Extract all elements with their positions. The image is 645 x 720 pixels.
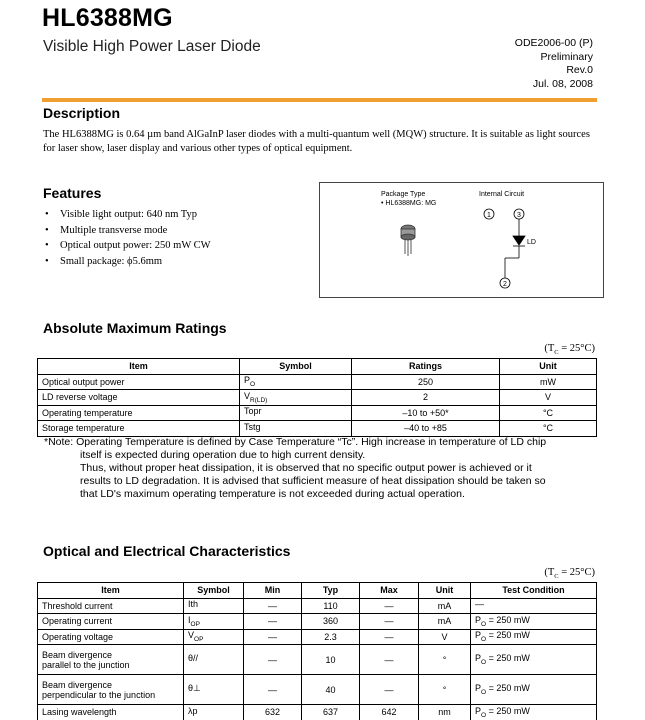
unit-cell: °C (500, 421, 597, 437)
item-cell (38, 645, 184, 675)
test-condition-cell (471, 629, 597, 645)
unit-cell: mA (419, 614, 471, 630)
symbol-subscript: OP (194, 636, 204, 644)
package-diagram (319, 182, 605, 299)
note-line: that LD's maximum operating temperature is not exceeded during actual operation. (80, 488, 465, 500)
symbol-cell (184, 614, 244, 630)
item-cell (38, 629, 184, 645)
typ-cell: 40 (302, 675, 360, 705)
test-condition-text: = 250 mW (486, 705, 530, 716)
max-cell: — (360, 598, 419, 614)
table-row (38, 421, 597, 437)
item-line: Operating voltage (42, 631, 114, 642)
column-header: Min (244, 583, 302, 599)
symbol-cell (184, 629, 244, 645)
symbol-subscript: R(LD) (250, 396, 268, 404)
test-condition-text: P (475, 614, 482, 625)
min-cell: — (244, 614, 302, 630)
symbol-text: θ// (188, 653, 199, 664)
unit-cell: °C (500, 405, 597, 421)
description-heading: Description (43, 105, 121, 121)
typ-cell: 110 (302, 598, 360, 614)
unit-cell: V (419, 629, 471, 645)
column-header: Symbol (184, 583, 244, 599)
column-header: Max (360, 583, 419, 599)
table-header-row (38, 583, 597, 599)
operating-temperature-note (44, 436, 602, 501)
unit-cell: mW (500, 374, 597, 390)
min-cell: — (244, 675, 302, 705)
item-cell (38, 675, 184, 705)
pin-1-label: 1 (487, 212, 491, 219)
symbol-text: P (244, 375, 251, 386)
symbol-cell (184, 645, 244, 675)
test-condition-cell (471, 705, 597, 720)
symbol-text: λp (188, 705, 198, 716)
symbol-text: θ⊥ (188, 683, 201, 694)
doc-number: ODE2006-00 (P) (514, 37, 593, 49)
item-line: Lasing wavelength (42, 707, 117, 718)
symbol-subscript: O (250, 381, 256, 389)
package-type-item: • HL6388MG: MG (381, 200, 437, 207)
rating-cell: 250 (352, 374, 500, 390)
symbol-cell (240, 421, 352, 437)
symbol-text: Ith (188, 599, 199, 610)
item-line: Beam divergence (42, 679, 113, 690)
test-condition-text: = 250 mW (486, 683, 530, 694)
column-header: Item (38, 583, 184, 599)
description-text: The HL6388MG is 0.64 µm band AlGaInP laser diodes with a multi-quantum well (MQW) structure. It is suitable as light sources for laser show, laser display and various other types of optical equipment. (43, 129, 590, 154)
rating-cell: –40 to +85 (352, 421, 500, 437)
pin-3-label: 3 (517, 212, 521, 219)
test-condition-text: O (481, 658, 487, 666)
table-row (38, 705, 597, 720)
table-row (38, 645, 597, 675)
test-condition-text: O (481, 711, 487, 719)
max-cell: — (360, 645, 419, 675)
item-cell (38, 614, 184, 630)
unit-cell: ° (419, 675, 471, 705)
unit-cell: ° (419, 645, 471, 675)
test-condition-text: — (475, 599, 484, 610)
unit-cell: nm (419, 705, 471, 720)
symbol-text: Tstg (244, 421, 261, 432)
test-condition-cell (471, 645, 597, 675)
max-cell: 642 (360, 705, 419, 720)
item-cell: Optical output power (38, 374, 240, 390)
typ-cell: 10 (302, 645, 360, 675)
optical-heading: Optical and Electrical Characteristics (43, 543, 291, 559)
table-row (38, 598, 597, 614)
item-line: Beam divergence (42, 649, 113, 660)
min-cell: — (244, 645, 302, 675)
column-header: Unit (419, 583, 471, 599)
item-line: Threshold current (42, 600, 113, 611)
note-line: results to LD degradation. It is advised that sufficient measure of heat dissipation should be taken so (80, 475, 546, 487)
laser-diode-package-icon (401, 225, 415, 256)
symbol-cell (184, 598, 244, 614)
features-heading: Features (43, 185, 102, 201)
test-condition-text: P (475, 705, 482, 716)
typ-cell: 2.3 (302, 629, 360, 645)
doc-date: Jul. 08, 2008 (532, 77, 593, 90)
max-cell: — (360, 629, 419, 645)
table-header-row (38, 359, 597, 375)
symbol-text: Topr (244, 406, 262, 417)
abs-max-heading: Absolute Maximum Ratings (43, 320, 227, 336)
feature-item: • Small package: ϕ5.6mm (43, 254, 211, 270)
min-cell: — (244, 629, 302, 645)
pin-2-label: 2 (503, 281, 507, 288)
package-type-title: Package Type (381, 191, 426, 198)
min-cell: 632 (244, 705, 302, 720)
symbol-text: V (244, 390, 251, 401)
note-line: Thus, without proper heat dissipation, it is observed that no specific output power is achieved or it (80, 462, 532, 474)
table-row (38, 374, 597, 390)
symbol-cell (240, 390, 352, 406)
doc-subtitle: Visible High Power Laser Diode (43, 38, 261, 55)
item-line: Operating current (42, 616, 113, 627)
table-row (38, 675, 597, 705)
doc-status: Preliminary (540, 50, 593, 63)
features-list (43, 207, 211, 269)
symbol-cell (240, 405, 352, 421)
symbol-subscript: OP (190, 620, 200, 628)
test-condition-text: O (481, 636, 487, 644)
test-condition-text: = 250 mW (486, 630, 530, 641)
test-condition-text: O (481, 688, 487, 696)
note-line: *Note: Operating Temperature is defined by Case Temperature “Tc”. High increase in temperature of LD chip (44, 436, 547, 448)
test-condition-text: = 250 mW (486, 614, 530, 625)
doc-revision: Rev.0 (566, 64, 593, 76)
table-row (38, 629, 597, 645)
test-condition-cell (471, 598, 597, 614)
unit-cell: mA (419, 598, 471, 614)
symbol-text: I (188, 614, 191, 625)
typ-cell: 637 (302, 705, 360, 720)
internal-circuit-title: Internal Circuit (479, 191, 525, 198)
ld-label: LD (527, 239, 536, 246)
column-header: Symbol (240, 359, 352, 375)
optical-table (37, 582, 597, 720)
abs-max-table (37, 358, 597, 437)
item-cell: LD reverse voltage (38, 390, 240, 406)
feature-item: • Optical output power: 250 mW CW (43, 238, 211, 254)
max-cell: — (360, 614, 419, 630)
rating-cell: 2 (352, 390, 500, 406)
item-cell (38, 705, 184, 720)
test-condition-text: P (475, 653, 482, 664)
min-cell: — (244, 598, 302, 614)
symbol-cell (240, 374, 352, 390)
item-line: parallel to the junction (42, 659, 130, 670)
header-rule (42, 98, 597, 102)
column-header: Item (38, 359, 240, 375)
column-header: Test Condition (471, 583, 597, 599)
symbol-text: V (188, 630, 195, 641)
abs-max-condition: $(T_C = 25^\circ C)$ (544, 343, 595, 357)
feature-item: • Multiple transverse mode (43, 223, 211, 239)
symbol-cell (184, 705, 244, 720)
optical-condition: $(T_C = 25^\circ C)$ (544, 567, 595, 581)
table-row (38, 390, 597, 406)
typ-cell: 360 (302, 614, 360, 630)
note-line: itself is expected during operation due to high current density. (80, 449, 366, 461)
item-cell: Storage temperature (38, 421, 240, 437)
test-condition-text: = 250 mW (486, 653, 530, 664)
test-condition-text: O (481, 620, 487, 628)
column-header: Ratings (352, 359, 500, 375)
feature-item: • Visible light output: 640 nm Typ (43, 207, 211, 223)
test-condition-text: P (475, 683, 482, 694)
unit-cell: V (500, 390, 597, 406)
internal-circuit-diagram (484, 209, 525, 288)
column-header: Unit (500, 359, 597, 375)
doc-info (515, 37, 593, 91)
max-cell: — (360, 675, 419, 705)
test-condition-text: P (475, 630, 482, 641)
doc-title: HL6388MG (42, 4, 173, 32)
item-cell (38, 598, 184, 614)
test-condition-cell (471, 614, 597, 630)
test-condition-cell (471, 675, 597, 705)
table-row (38, 405, 597, 421)
table-row (38, 614, 597, 630)
symbol-cell (184, 675, 244, 705)
item-line: perpendicular to the junction (42, 689, 156, 700)
rating-cell: –10 to +50* (352, 405, 500, 421)
item-cell: Operating temperature (38, 405, 240, 421)
column-header: Typ (302, 583, 360, 599)
